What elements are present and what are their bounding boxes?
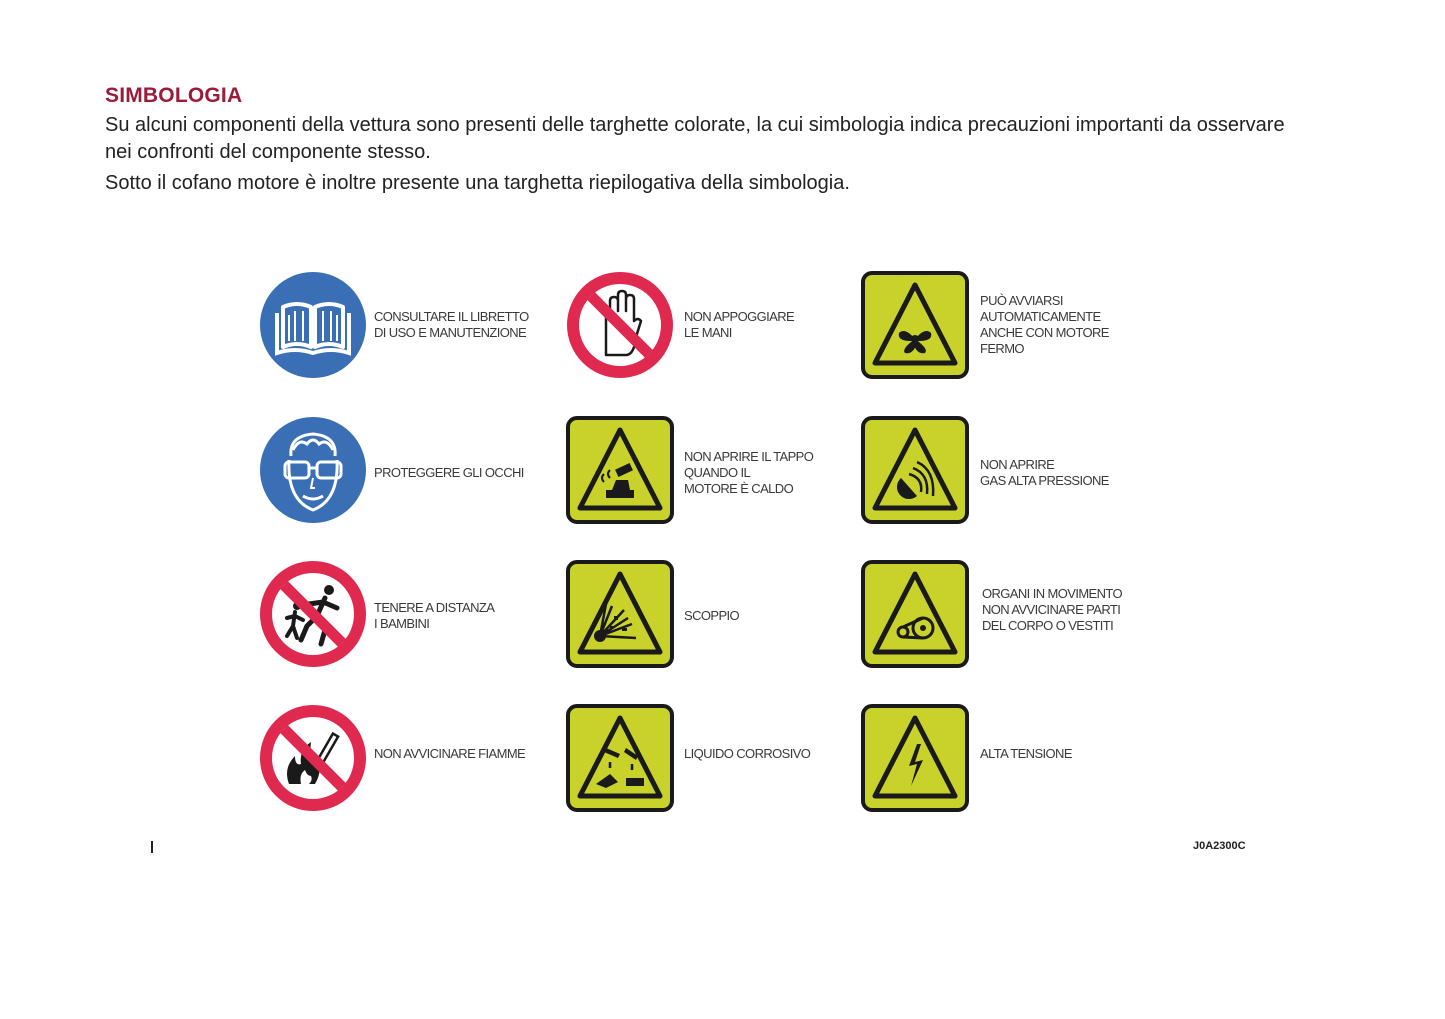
keep-children-away-icon [259, 560, 367, 668]
high-pressure-gas-icon [861, 416, 969, 524]
intro-paragraph: Su alcuni componenti della vettura sono presenti delle targhette colorate, la cui simbologia indica precauzioni importanti da osservare nei confronti del componente stesso. [105, 114, 1285, 163]
moving-parts-icon [861, 560, 969, 668]
symbol-label: SCOPPIO [684, 608, 740, 623]
symbol-label: NON APPOGGIARE LE MANI [684, 309, 795, 340]
no-flames-icon [259, 704, 367, 812]
symbol-label: ORGANI IN MOVIMENTO NON AVVICINARE PARTI DEL CORPO O VESTITI [982, 586, 1123, 633]
symbol-label: NON APRIRE GAS ALTA PRESSIONE [980, 457, 1109, 488]
hot-cap-icon [566, 416, 674, 524]
page-tick-mark [151, 841, 153, 853]
explosion-icon [566, 560, 674, 668]
symbol-label: NON APRIRE IL TAPPO QUANDO IL MOTORE È CALDO [684, 449, 814, 496]
symbol-label: NON AVVICINARE FIAMME [374, 746, 526, 761]
high-voltage-icon [861, 704, 969, 812]
symbol-label: CONSULTARE IL LIBRETTO DI USO E MANUTENZIONE [374, 309, 529, 340]
figure-code: J0A2300C [1193, 840, 1246, 852]
symbol-label: ALTA TENSIONE [980, 746, 1072, 761]
symbol-label: LIQUIDO CORROSIVO [684, 746, 811, 761]
section-title: SIMBOLOGIA [105, 84, 243, 107]
corrosive-liquid-icon [566, 704, 674, 812]
manual-book-icon [259, 271, 367, 379]
no-hands-icon [566, 271, 674, 379]
hood-label-paragraph: Sotto il cofano motore è inoltre presente una targhetta riepilogativa della simbologia. [105, 172, 850, 194]
fan-auto-start-icon [861, 271, 969, 379]
symbol-label: PROTEGGERE GLI OCCHI [374, 465, 524, 480]
symbol-label: TENERE A DISTANZA I BAMBINI [374, 600, 495, 631]
symbol-label: PUÒ AVVIARSI AUTOMATICAMENTE ANCHE CON MOTORE FERMO [980, 293, 1109, 356]
eye-protection-icon [259, 416, 367, 524]
